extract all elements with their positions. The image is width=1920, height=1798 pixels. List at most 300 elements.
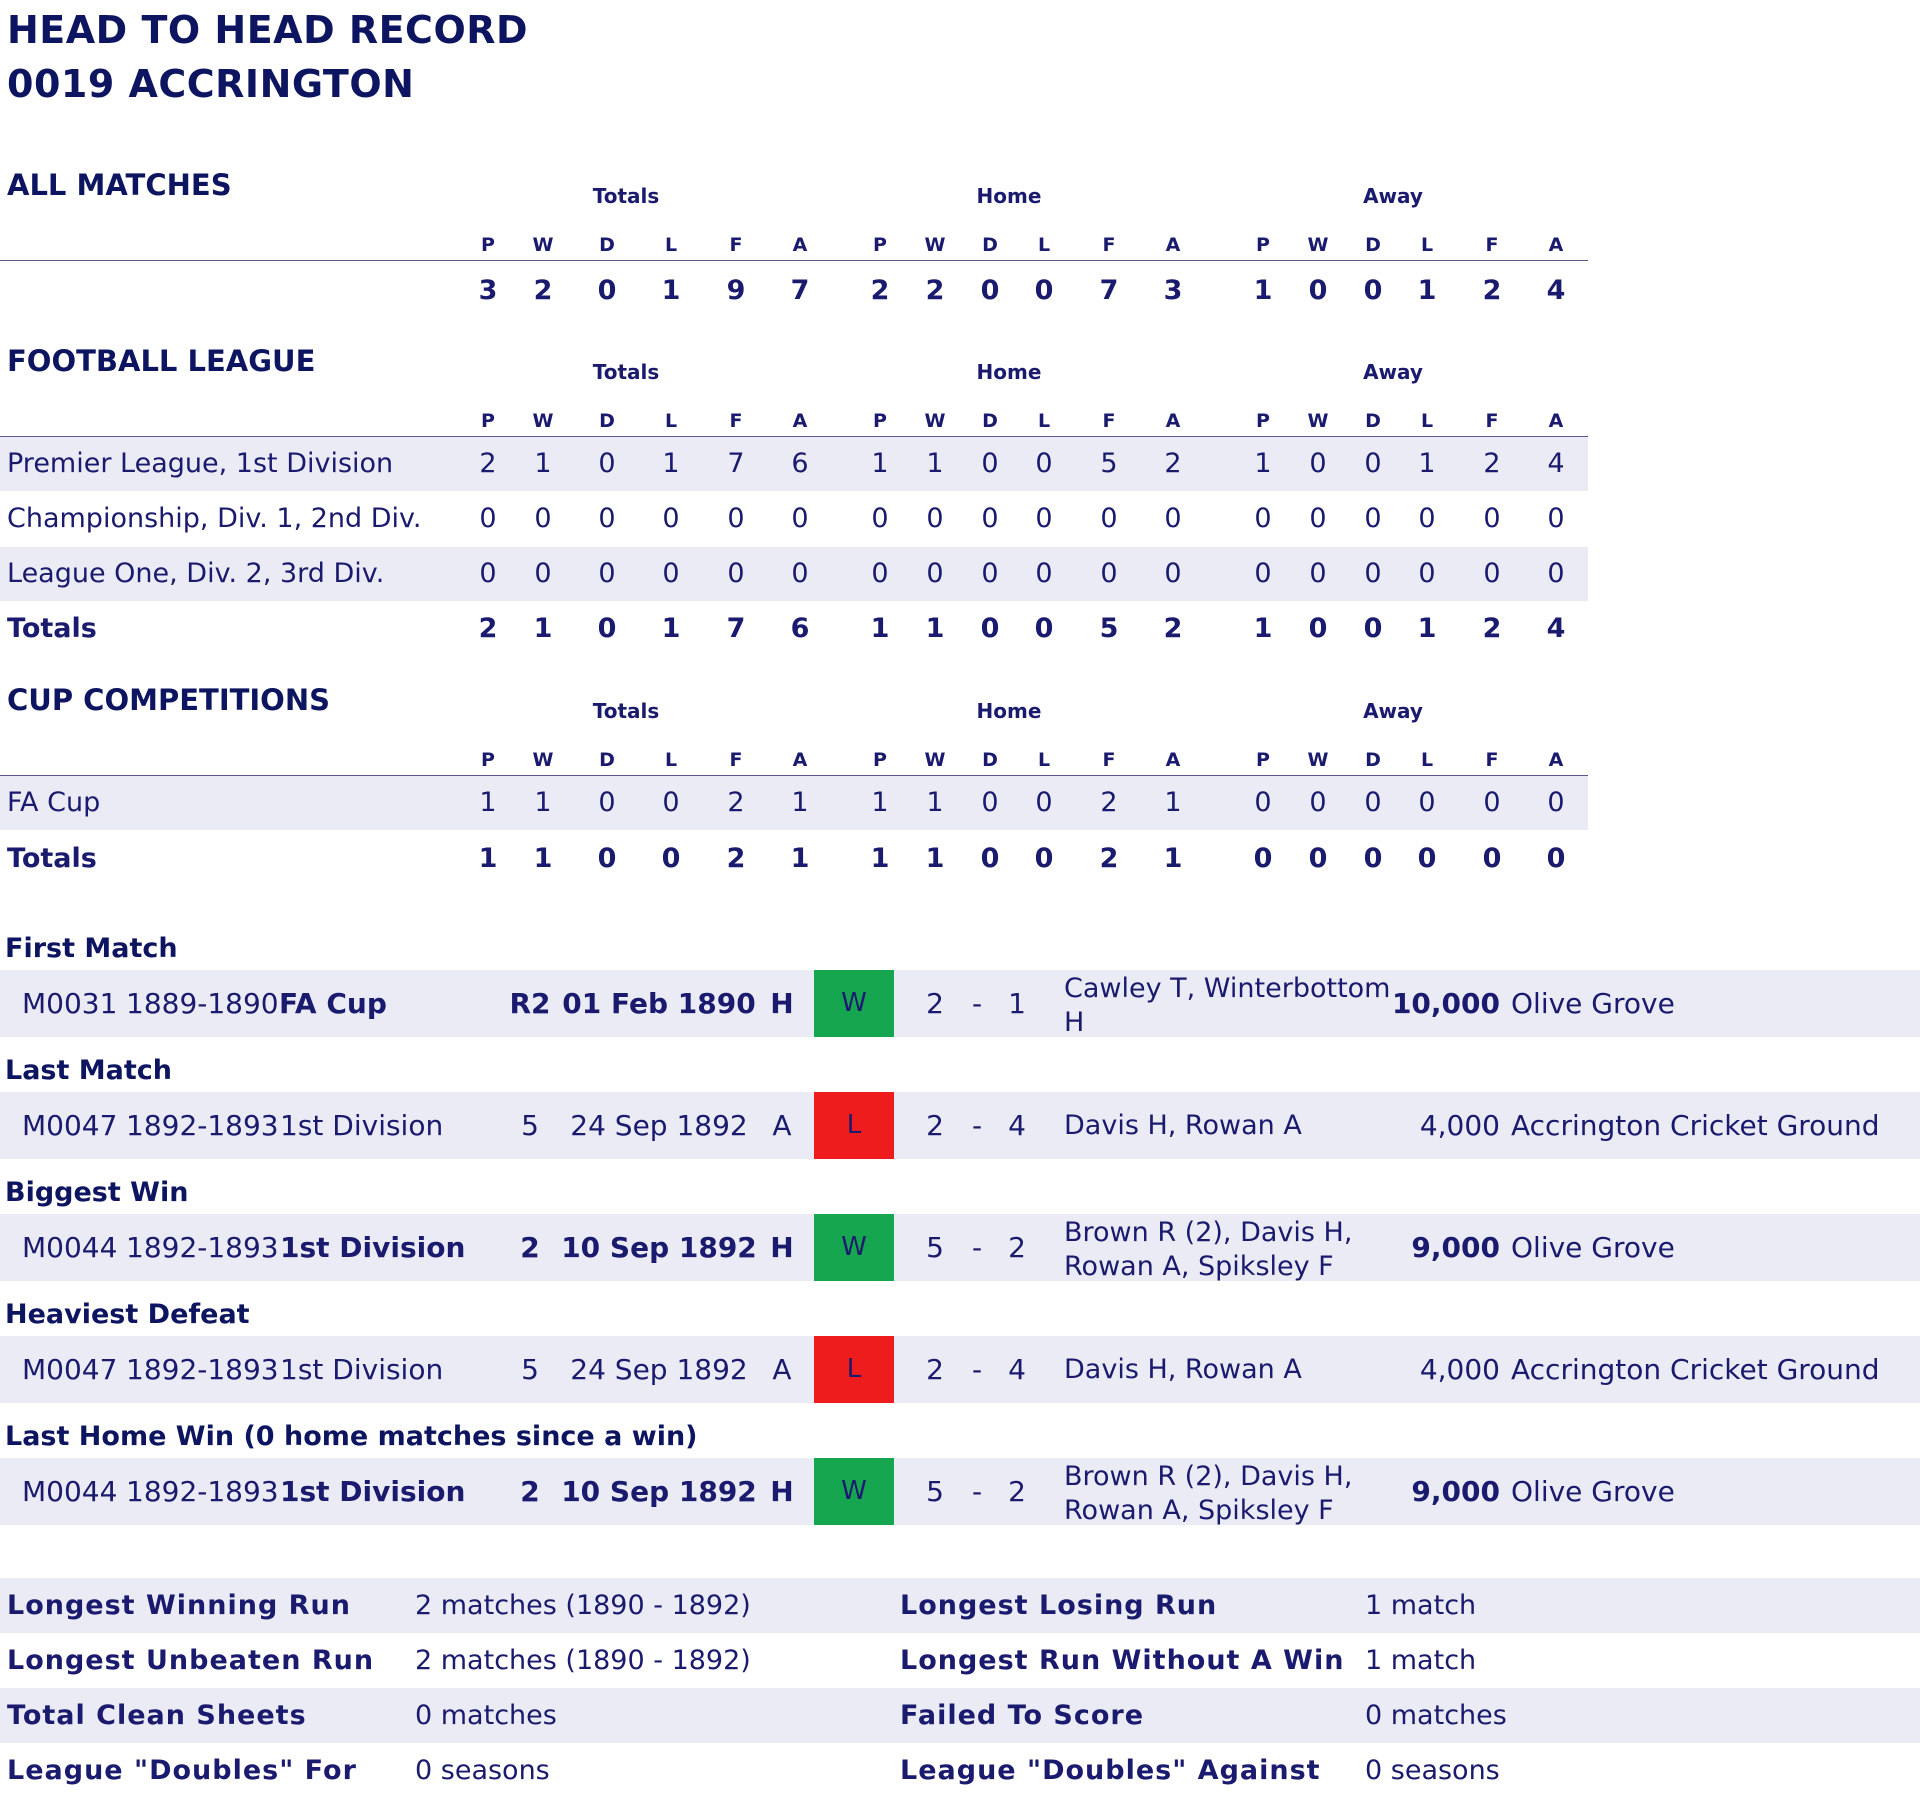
stat-cell: 0 [1309,448,1327,479]
section-title: CUP COMPETITIONS [7,683,330,717]
result-badge: W [814,1458,894,1525]
stat-cell: 0 [1253,843,1273,874]
stat-cell: 2 [1482,275,1502,306]
table-row [0,776,1588,830]
column-header: L [664,749,678,771]
stat-label: Longest Unbeaten Run [7,1645,375,1676]
stat-cell: 2 [726,843,746,874]
football-league-section [0,344,1588,664]
totals-row [0,602,1588,656]
stat-cell: 0 [1035,503,1053,534]
stat-cell: 0 [1547,787,1565,818]
column-header-row [0,406,1588,437]
stat-cell: 1 [791,787,809,818]
stat-cell: 2 [478,613,498,644]
stat-cell: 0 [926,503,944,534]
stat-cell: 0 [1034,613,1054,644]
match-heading: First Match [5,933,178,964]
row-label: Premier League, 1st Division [7,448,394,479]
stat-cell: 1 [661,275,681,306]
stat-cell: 1 [478,843,498,874]
column-header: D [599,234,615,256]
stat-cell: 1 [1163,843,1183,874]
table-row [0,547,1588,601]
column-header: P [1256,749,1270,771]
section-title: ALL MATCHES [7,168,232,202]
column-header: A [1165,234,1181,256]
column-header: A [1548,749,1564,771]
match-season: 1892-1893 [126,1353,279,1386]
stat-cell: 1 [871,787,889,818]
match-venue: H [770,987,794,1020]
stat-cell: 0 [1254,787,1272,818]
column-header: W [532,234,554,256]
stat-cell: 0 [598,448,616,479]
stat-cell: 0 [1308,613,1328,644]
stat-cell: 5 [1100,448,1118,479]
stat-cell: 0 [871,503,889,534]
stat-cell: 1 [533,613,553,644]
group-label-home: Home [976,699,1042,723]
stat-cell: 4 [1546,613,1566,644]
group-label-totals: Totals [592,184,660,208]
column-header: D [1365,234,1381,256]
stat-cell: 0 [1363,275,1383,306]
match-competition: 1st Division [280,1475,466,1508]
match-season: 1889-1890 [126,987,279,1020]
row-label: Championship, Div. 1, 2nd Div. [7,503,422,534]
scorers: Davis H, Rowan A [1064,1354,1302,1385]
stats-row [0,1633,1920,1688]
stat-cell: 0 [981,558,999,589]
match-row [0,1458,1920,1525]
match-code: M0044 [22,1475,118,1508]
stat-cell: 1 [534,787,552,818]
stat-cell: 0 [1035,448,1053,479]
match-date: 01 Feb 1890 [562,987,756,1020]
stat-cell: 7 [726,613,746,644]
row-label: Totals [7,843,97,874]
match-competition: 1st Division [280,1353,444,1386]
attendance: 4,000 [1419,1109,1500,1142]
stat-cell: 0 [791,558,809,589]
stat-cell: 7 [790,275,810,306]
match-round: R2 [509,987,551,1020]
match-date: 10 Sep 1892 [561,1475,757,1508]
stat-cell: 0 [479,503,497,534]
ground: Olive Grove [1511,987,1675,1020]
goals-against: 4 [1008,1109,1026,1142]
stat-cell: 1 [533,843,553,874]
match-row [0,1092,1920,1159]
stat-cell: 0 [662,787,680,818]
stat-cell: 0 [1418,787,1436,818]
stat-label: Longest Losing Run [900,1590,1218,1621]
group-label-totals: Totals [592,699,660,723]
column-header: F [1102,234,1116,256]
column-header: F [1485,234,1499,256]
stat-cell: 0 [1309,558,1327,589]
stat-cell: 0 [1035,787,1053,818]
attendance: 9,000 [1411,1231,1500,1264]
stat-value: 2 matches (1890 - 1892) [415,1645,751,1676]
column-header: A [792,749,808,771]
stat-cell: 1 [926,448,944,479]
column-header: L [1037,410,1051,432]
column-header: W [924,410,946,432]
ground: Accrington Cricket Ground [1511,1353,1880,1386]
match-round: 5 [521,1353,539,1386]
column-header: W [924,234,946,256]
match-season: 1892-1893 [126,1475,279,1508]
stat-cell: 1 [534,448,552,479]
match-round: 5 [521,1109,539,1142]
result-badge: W [814,1214,894,1281]
column-header: F [1102,410,1116,432]
stat-cell: 9 [726,275,746,306]
match-row [0,1214,1920,1281]
column-header: A [1548,410,1564,432]
match-competition: 1st Division [280,1231,466,1264]
stat-cell: 0 [727,503,745,534]
stat-cell: 7 [727,448,745,479]
column-header: L [1420,410,1434,432]
column-header: L [1037,749,1051,771]
stat-cell: 0 [662,503,680,534]
section-title: FOOTBALL LEAGUE [7,344,316,378]
stat-cell: 0 [981,503,999,534]
match-date: 24 Sep 1892 [570,1353,748,1386]
stats-row [0,1743,1920,1798]
stat-label: Longest Winning Run [7,1590,351,1621]
column-header: F [1102,749,1116,771]
match-competition: FA Cup [279,987,387,1020]
stat-cell: 0 [1364,558,1382,589]
stat-cell: 2 [1483,448,1501,479]
stat-cell: 1 [1418,448,1436,479]
column-header: D [982,234,998,256]
stat-label: League "Doubles" Against [900,1755,1321,1786]
stat-cell: 5 [1099,613,1119,644]
group-label-home: Home [976,360,1042,384]
match-code: M0044 [22,1231,118,1264]
stat-value: 1 match [1365,1590,1477,1621]
stat-cell: 2 [1164,448,1182,479]
column-header: P [873,749,887,771]
match-heading: Biggest Win [5,1177,189,1208]
column-header: A [1165,410,1181,432]
column-header: D [599,749,615,771]
match-round: 2 [520,1231,540,1264]
stat-cell: 6 [791,448,809,479]
column-header: W [1307,234,1329,256]
score-dash: - [971,1475,983,1508]
stat-value: 0 seasons [415,1755,550,1786]
match-season: 1892-1893 [126,1109,279,1142]
column-header-row [0,230,1588,261]
ground: Olive Grove [1511,1475,1675,1508]
column-header: F [1485,410,1499,432]
column-header: A [792,234,808,256]
ground: Accrington Cricket Ground [1511,1109,1880,1142]
stat-label: Failed To Score [900,1700,1145,1731]
stat-cell: 1 [662,448,680,479]
totals-row [0,832,1588,886]
stat-cell: 0 [791,503,809,534]
goals-against: 1 [1008,987,1026,1020]
ground: Olive Grove [1511,1231,1675,1264]
stat-cell: 0 [1546,843,1566,874]
stat-cell: 2 [1099,843,1119,874]
stat-cell: 0 [597,843,617,874]
match-code: M0031 [22,987,118,1020]
stat-cell: 3 [1163,275,1183,306]
stat-cell: 0 [661,843,681,874]
group-label-away: Away [1363,184,1423,208]
stat-cell: 0 [981,448,999,479]
stat-value: 1 match [1365,1645,1477,1676]
result-badge: W [814,970,894,1037]
match-code: M0047 [22,1109,118,1142]
attendance: 9,000 [1411,1475,1500,1508]
stat-cell: 0 [1418,503,1436,534]
row-label: Totals [7,613,97,644]
stat-cell: 0 [1034,275,1054,306]
stat-cell: 2 [1482,613,1502,644]
stat-cell: 3 [478,275,498,306]
stat-cell: 2 [925,275,945,306]
stat-cell: 4 [1546,275,1566,306]
stat-cell: 0 [1254,558,1272,589]
match-season: 1892-1893 [126,1231,279,1264]
stat-cell: 4 [1547,448,1565,479]
column-header: P [1256,410,1270,432]
stat-value: 0 matches [1365,1700,1507,1731]
match-venue: H [770,1475,794,1508]
match-date: 24 Sep 1892 [570,1109,748,1142]
stat-cell: 6 [790,613,810,644]
column-header: D [982,749,998,771]
column-header: P [481,234,495,256]
stat-cell: 0 [1308,843,1328,874]
scorers: Cawley T, Winterbottom H [1064,973,1391,1038]
column-header: P [1256,234,1270,256]
column-header: A [1165,749,1181,771]
column-header: L [1037,234,1051,256]
stat-cell: 2 [479,448,497,479]
goals-against: 4 [1008,1353,1026,1386]
stat-cell: 0 [1164,558,1182,589]
cup-competitions-section [0,683,1588,893]
stat-cell: 0 [1364,787,1382,818]
column-header: W [532,410,554,432]
column-header: F [729,749,743,771]
stat-cell: 0 [727,558,745,589]
stat-cell: 2 [727,787,745,818]
column-header: A [792,410,808,432]
score-dash: - [971,1231,983,1264]
stat-cell: 1 [925,843,945,874]
column-header: F [1485,749,1499,771]
stats-row [0,1578,1920,1633]
stat-value: 0 matches [415,1700,557,1731]
stat-cell: 0 [1100,558,1118,589]
stat-cell: 1 [1164,787,1182,818]
column-header: A [1548,234,1564,256]
row-label: FA Cup [7,787,101,818]
stat-cell: 0 [1100,503,1118,534]
group-label-totals: Totals [592,360,660,384]
stat-cell: 0 [1254,503,1272,534]
column-header: F [729,410,743,432]
stat-cell: 0 [1309,787,1327,818]
stat-cell: 1 [790,843,810,874]
stat-cell: 0 [1547,558,1565,589]
stat-cell: 0 [980,843,1000,874]
match-row [0,1336,1920,1403]
goals-for: 2 [926,1109,944,1142]
group-label-away: Away [1363,699,1423,723]
score-dash: - [971,1109,983,1142]
match-date: 10 Sep 1892 [561,1231,757,1264]
stat-label: Total Clean Sheets [7,1700,307,1731]
column-header: P [481,410,495,432]
column-header: F [729,234,743,256]
page-title: HEAD TO HEAD RECORD [7,8,529,52]
stat-cell: 0 [1034,843,1054,874]
stat-cell: 0 [1364,448,1382,479]
stat-cell: 1 [1254,448,1272,479]
match-competition: 1st Division [280,1109,444,1142]
stat-cell: 0 [1364,503,1382,534]
goals-for: 5 [926,1475,944,1508]
column-header: W [532,749,554,771]
stat-value: 0 seasons [1365,1755,1500,1786]
stats-row [0,1688,1920,1743]
stat-cell: 0 [1417,843,1437,874]
column-header: L [664,410,678,432]
stat-cell: 1 [479,787,497,818]
opponent-title: 0019 ACCRINGTON [7,62,415,106]
stat-cell: 1 [871,448,889,479]
column-header: D [1365,410,1381,432]
scorers: Brown R (2), Davis H, Rowan A, Spiksley F [1064,1217,1353,1282]
column-header: W [924,749,946,771]
scorers: Brown R (2), Davis H, Rowan A, Spiksley F [1064,1461,1353,1526]
stat-cell: 0 [980,613,1000,644]
stat-cell: 0 [1309,503,1327,534]
column-header-row [0,745,1588,776]
row-label: League One, Div. 2, 3rd Div. [7,558,385,589]
stat-cell: 0 [479,558,497,589]
stat-cell: 1 [870,613,890,644]
stat-cell: 0 [534,558,552,589]
stat-value: 2 matches (1890 - 1892) [415,1590,751,1621]
stat-cell: 0 [1547,503,1565,534]
stat-cell: 0 [598,558,616,589]
stat-cell: 0 [597,613,617,644]
column-header: W [1307,410,1329,432]
match-venue: H [770,1231,794,1264]
stat-cell: 0 [871,558,889,589]
all-matches-section [0,168,1588,318]
column-header: D [1365,749,1381,771]
stat-cell: 0 [662,558,680,589]
stat-cell: 0 [1483,503,1501,534]
column-header: P [873,410,887,432]
stat-cell: 0 [597,275,617,306]
column-header: L [1420,749,1434,771]
score-dash: - [971,1353,983,1386]
table-row [0,437,1588,491]
goals-against: 2 [1008,1231,1026,1264]
match-venue: A [772,1109,792,1142]
stat-cell: 1 [870,843,890,874]
stat-cell: 0 [1308,275,1328,306]
stat-cell: 0 [1482,843,1502,874]
result-badge: L [814,1092,894,1159]
column-header: L [664,234,678,256]
column-header: D [599,410,615,432]
stat-cell: 0 [980,275,1000,306]
goals-for: 2 [926,987,944,1020]
goals-for: 2 [926,1353,944,1386]
stat-cell: 2 [1100,787,1118,818]
stat-cell: 1 [925,613,945,644]
stat-cell: 2 [533,275,553,306]
stat-cell: 1 [1253,613,1273,644]
stat-cell: 0 [926,558,944,589]
stat-cell: 2 [1163,613,1183,644]
stat-cell: 1 [1417,613,1437,644]
stat-cell: 0 [598,503,616,534]
stat-cell: 1 [926,787,944,818]
match-heading: Heaviest Defeat [5,1299,250,1330]
match-round: 2 [520,1475,540,1508]
stat-label: League "Doubles" For [7,1755,357,1786]
stat-cell: 0 [598,787,616,818]
result-badge: L [814,1336,894,1403]
match-venue: A [772,1353,792,1386]
goals-for: 5 [926,1231,944,1264]
stat-cell: 0 [1164,503,1182,534]
stat-cell: 2 [870,275,890,306]
scorers: Davis H, Rowan A [1064,1110,1302,1141]
score-dash: - [971,987,983,1020]
stat-cell: 0 [1363,613,1383,644]
all-matches-row [0,264,1588,318]
attendance: 4,000 [1419,1353,1500,1386]
group-label-away: Away [1363,360,1423,384]
stat-cell: 0 [1363,843,1383,874]
match-heading: Last Home Win (0 home matches since a win) [5,1421,698,1452]
stat-cell: 0 [534,503,552,534]
stat-cell: 1 [1417,275,1437,306]
stat-cell: 0 [1483,558,1501,589]
group-label-home: Home [976,184,1042,208]
column-header: L [1420,234,1434,256]
stat-cell: 0 [981,787,999,818]
match-heading: Last Match [5,1055,173,1086]
match-code: M0047 [22,1353,118,1386]
attendance: 10,000 [1391,987,1500,1020]
column-header: P [873,234,887,256]
stat-cell: 0 [1483,787,1501,818]
stat-cell: 0 [1418,558,1436,589]
column-header: D [982,410,998,432]
table-row [0,492,1588,546]
stat-cell: 1 [661,613,681,644]
